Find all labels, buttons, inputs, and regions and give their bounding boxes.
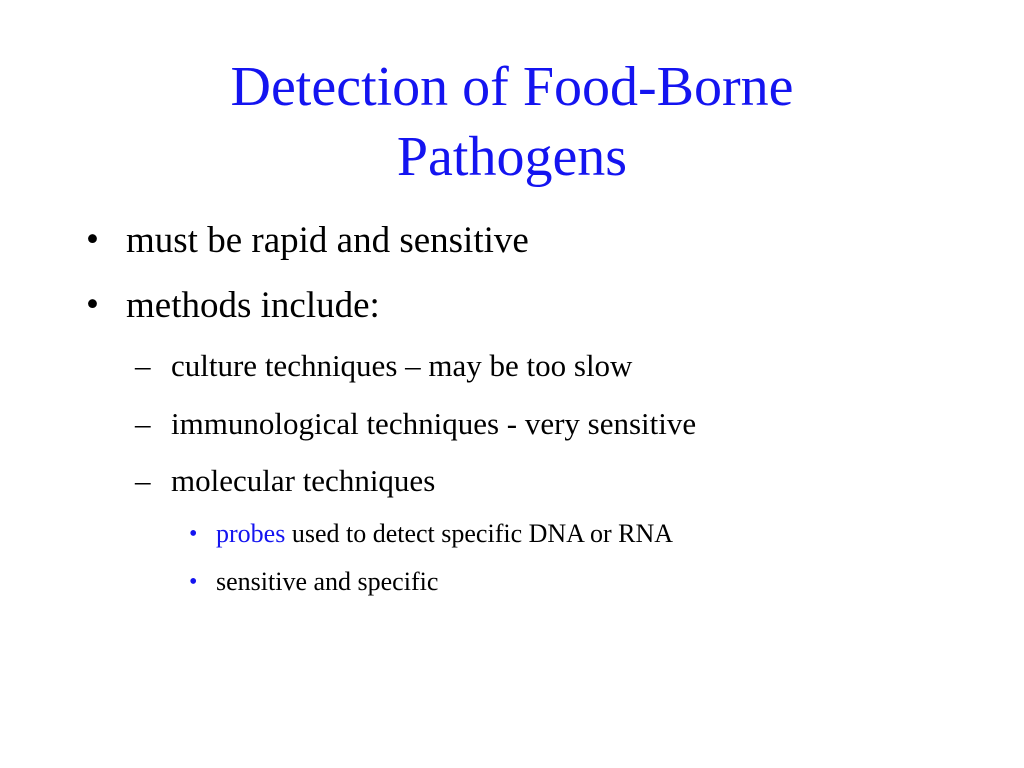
dash-marker: – xyxy=(135,406,151,441)
sub-sub-bullet-text: used to detect specific DNA or RNA xyxy=(285,519,674,548)
bullet-dot-icon: • xyxy=(86,219,99,260)
bullet-dot-icon: • xyxy=(189,521,198,547)
title-line-2: Pathogens xyxy=(396,126,628,188)
sub-sub-bullet-item xyxy=(189,518,674,550)
sub-bullet-text: molecular techniques xyxy=(171,463,436,498)
title-line-1: Detection of Food-Borne xyxy=(230,56,794,118)
sub-bullet-item xyxy=(135,462,436,500)
sub-sub-bullet-text: sensitive and specific xyxy=(216,567,439,596)
sub-bullet-item xyxy=(135,405,697,443)
sub-sub-bullet-item xyxy=(189,566,439,598)
bullet-dot-icon: • xyxy=(86,284,99,325)
bullet-text: methods include: xyxy=(126,285,380,326)
dash-marker: – xyxy=(135,348,151,383)
bullet-item xyxy=(86,219,529,263)
sub-bullet-text: culture techniques – may be too slow xyxy=(171,348,633,383)
sub-bullet-item xyxy=(135,347,633,385)
bullet-item xyxy=(86,284,380,328)
bullet-text: must be rapid and sensitive xyxy=(126,220,529,261)
bullet-dot-icon: • xyxy=(189,569,198,595)
sub-bullet-text: immunological techniques - very sensitive xyxy=(171,406,697,441)
dash-marker: – xyxy=(135,463,151,498)
highlight-term-probes: probes xyxy=(216,519,286,548)
